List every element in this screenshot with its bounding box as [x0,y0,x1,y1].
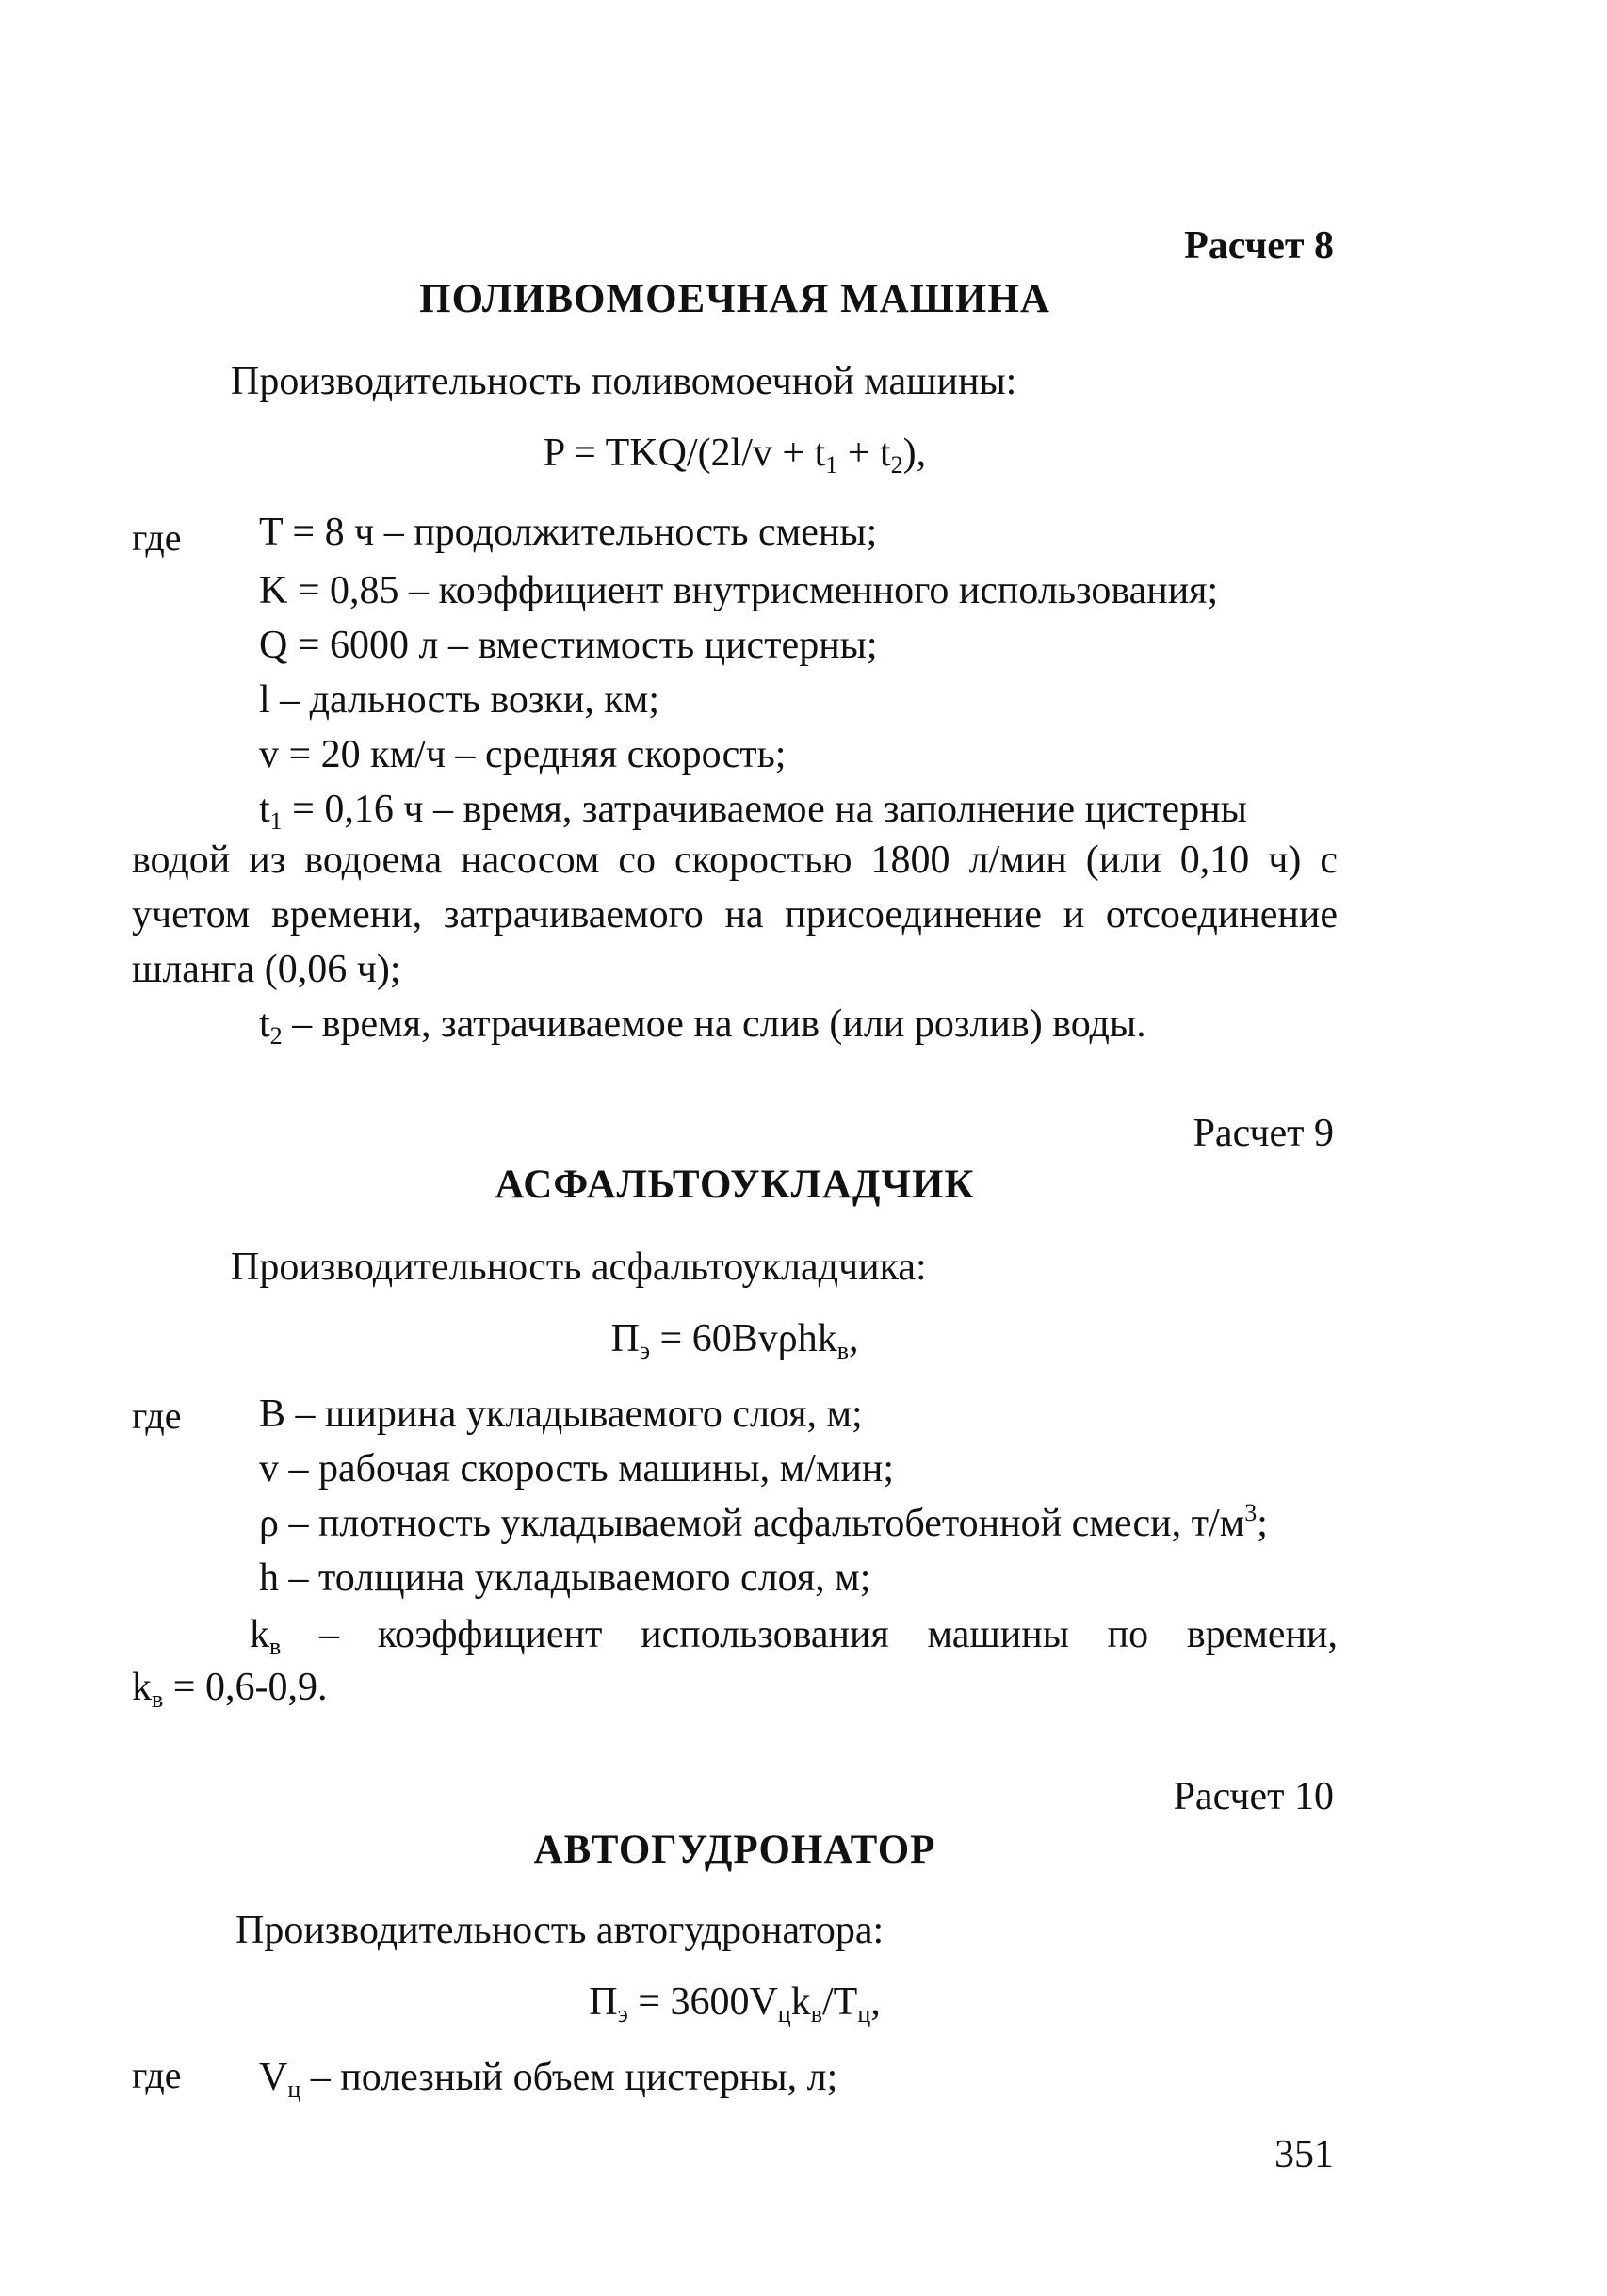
def-rho: ρ – плотность укладываемой асфальтобетонной смеси, $т/м^3$; [259,1499,1268,1545]
def-t2: $t_2$ – время, затрачиваемое на слив (или розлив) воды. [259,1002,1146,1050]
def-kv: $k_в$ – коэффициент использования машины по времени, [250,1613,1338,1660]
calc-label-8: Расчет 8 [1184,224,1334,268]
heading-asphalt-paver: АСФАЛЬТОУКЛАДЧИК [495,1163,975,1207]
formula-sprinkler: $P = TKQ/(2l/v + t_1 + t_2)$, [543,432,927,479]
intro-distributor: Производительность автогудронатора: [235,1909,885,1952]
def-t1-line4: шланга (0,06 ч); [132,948,401,991]
calc-label-9: Расчет 9 [1193,1112,1334,1155]
formula-asphalt: $П_э = 60Bv\rho hk_в$, [610,1317,859,1364]
def-h: h – толщина укладываемого слоя, м; [259,1556,871,1600]
where-label-2: где [132,1394,182,1437]
def-v: v = 20 км/ч – средняя скорость; [259,733,787,776]
def-t1-line2: водой из водоема насосом со скоростью 1800 л/мин (или 0,10 ч) с [132,839,1338,882]
intro-sprinkler: Производительность поливомоечной машины: [231,360,1017,403]
def-B: B – ширина укладываемого слоя, м; [259,1392,863,1436]
def-Vc: $V_ц$ – полезный объем цистерны, л; [259,2056,838,2103]
formula-distributor: $П_э = 3600V_цk_в/T_ц$, [589,1980,881,2027]
heading-asphalt-distributor: АВТОГУДРОНАТОР [533,1828,936,1872]
where-label: где [132,516,182,559]
def-T: T = 8 ч – продолжительность смены; [259,511,878,554]
def-t1: $t_1 = 0,16$ ч – время, затрачиваемое на заполнение цистерны [259,788,1247,835]
def-K: K = 0,85 – коэффициент внутрисменного использования; [259,569,1219,612]
where-label-3: где [132,2054,182,2096]
def-t1-line3: учетом времени, затрачиваемого на присоединение и отсоединение [132,893,1338,936]
def-l: l – дальность возки, км; [259,678,660,722]
heading-sprinkler-machine: ПОЛИВОМОЕЧНАЯ МАШИНА [419,277,1050,321]
def-Q: Q = 6000 л – вместимость цистерны; [259,624,878,667]
page-number: 351 [1274,2133,1334,2176]
def-v2: v – рабочая скорость машины, м/мин; [259,1447,895,1490]
def-kv-line2: $k_в = 0,6-0,9$. [132,1666,328,1713]
calc-label-10: Расчет 10 [1173,1775,1334,1818]
intro-asphalt: Производительность асфальтоукладчика: [231,1246,927,1289]
